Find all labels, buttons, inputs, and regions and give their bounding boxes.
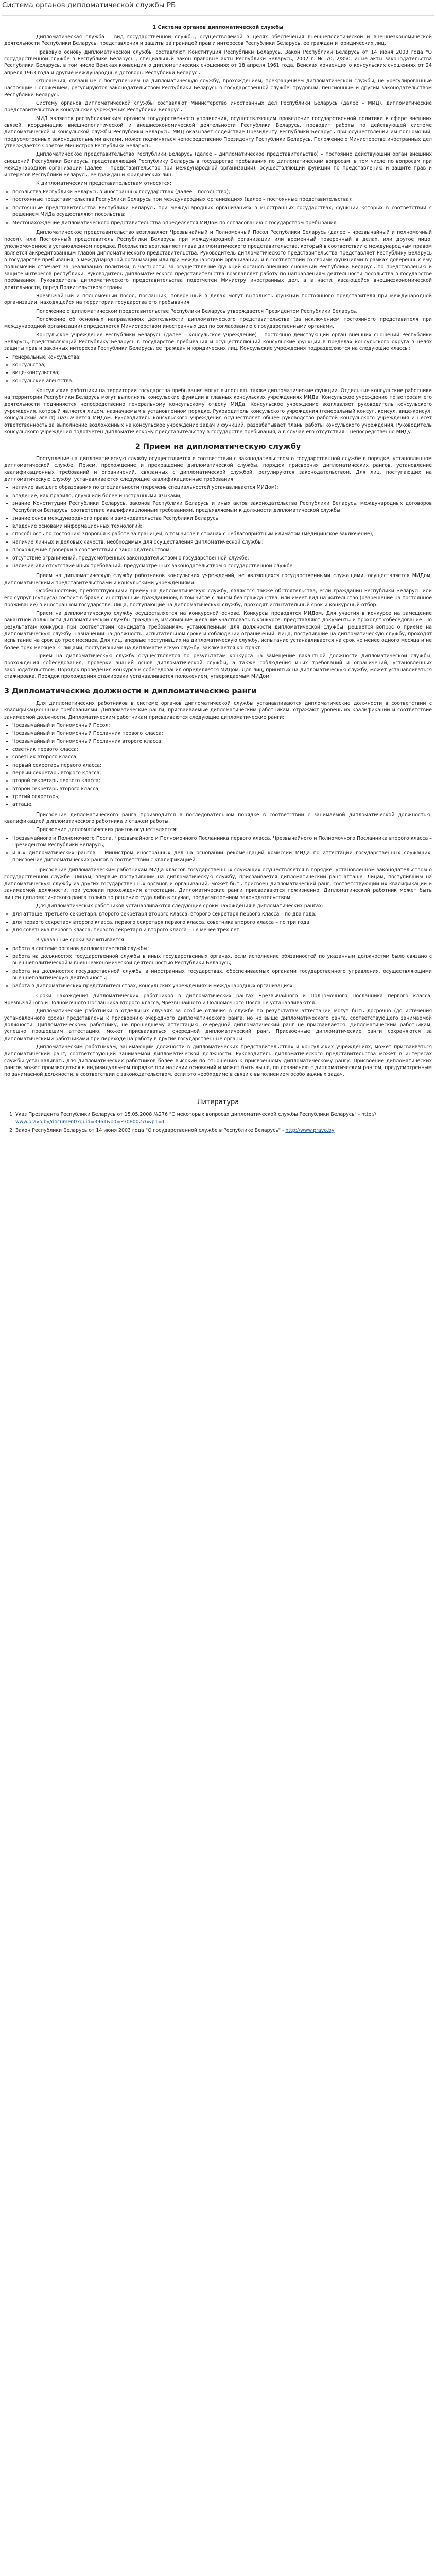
list-rank-assignment xyxy=(4,835,432,863)
paragraph: Поступление на дипломатическую службу осуществляется в соответствии с законодательством о государственной службе в порядке, установленном дипломатической службе. Прием, прохождение и прекращение дипломатической службы, порядок присвоения дипломатических рангов, установление квалификационных требований и ограничений, связанных с дипломатической службой, регулируются законодательством. Для лиц, поступающих на дипломатическую службу, устанавливаются следующие квалификационные требования: xyxy=(4,456,432,483)
list-item: • наличие или отсутствие иных требований, предусмотренных законодательством о государственной службе. xyxy=(12,563,432,569)
list-item: • второй секретарь первого класса; xyxy=(12,777,432,784)
reference-link[interactable]: www.pravo.by/document/?guid=3961&p0=P30800276&p1=1 xyxy=(15,1118,165,1125)
paragraph: Прием на дипломатическую службу осуществляется по результатам конкурса на замещение вакантной должности дипломатической службы, прохождения собеседования, проверки знаний основ дипломатической службы, а также соблюдения иных требований и ограничений, установленных законодательством. Порядок проведения конкурса и собеседования определяется МИДом. Для лиц, принятых на дипломатическую службу, может устанавливаться стажировка. Порядок прохождения стажировки устанавливается положением, утверждаемым МИДом. xyxy=(4,653,432,680)
paragraph: Консульские работники на территории государства пребывания могут выполнять также дипломатические функции. Отдельные консульские работники на территории Республики Беларусь могут выполнять консульские функции в главных консульских учреждениях МИДа. Консульское учреждение по вопросам его деятельности подчиняется непосредственно генеральному консульскому отделу МИДа. Консульское учреждение возглавляет руководитель консульского учреждения, который является лицом, назначаемым в установленном порядке. Руководитель консульского учреждения (генеральный консул, консул, вице-консул, консульский агент) назначается МИДом. Руководитель консульского учреждения осуществляет общее руководство работой консульского учреждения и несет ответственность за выполнение возложенных на консульское учреждение задач и функций, разрабатывает планы работы консульского учреждения. Руководитель консульского учреждения подотчетен дипломатическому представительству в государстве пребывания, а в случае его отсутствия – непосредственно МИДу. xyxy=(4,388,432,435)
list-item: • для атташе, третьего секретаря, второго секретаря второго класса, второго секретаря первого класса – по два года; xyxy=(12,911,432,918)
list-item: • знание основ международного права и законодательства Республики Беларусь; xyxy=(12,515,432,522)
paragraph: Для дипломатических работников в системе органов дипломатической службы устанавливаются дипломатические должности в соответствии с квалификационными требованиями. Дипломатические ранги, присваиваемые дипломатическим работникам, отражают уровень их квалификации и соответствие занимаемой должности. Дипломатическим работникам присваиваются следующие дипломатические ранги: xyxy=(4,700,432,720)
list-item: • советник первого класса; xyxy=(12,746,432,753)
list-item: • для советника первого класса, первого секретаря и второго класса – не менее трех лет. xyxy=(12,927,432,934)
list-ranks xyxy=(4,722,432,808)
section-1-heading: 1 Система органов дипломатической службы xyxy=(152,25,284,31)
list-item: • работа на должностях государственной службы в иностранных государствах, обеспечиваемых органами государственного управления, осуществляющими внешнеполитическую деятельность; xyxy=(12,968,432,982)
paragraph: Присвоение дипломатическим работникам МИДа классов государственных служащих осуществляется в порядке, установленном законодательством о государственной службе. Лицам, впервые поступившим на дипломатическую службу, присваивается дипломатический ранг атташе. Лицам, поступившим на дипломатическую службу из других государственных органов и организаций, может быть присвоен дипломатический ранг, соответствующий их квалификации и занимаемой должности, при условии прохождения аттестации. Дипломатические ранги присваиваются пожизненно. Дипломатический работник может быть лишен дипломатического ранга только по решению суда либо в случае, предусмотренном законодательством. xyxy=(4,867,432,901)
list-item: • Чрезвычайный и Полномочный Посланник первого класса; xyxy=(12,730,432,737)
paragraph: Консульское учреждение Республики Беларусь (далее – консульское учреждение) – постоянно действующий орган внешних сношений Республики Беларусь, представляющий Республику Беларусь в государстве пребывания и осуществляющий консульские функции в пределах консульского округа в целях защиты прав и законных интересов Республики Беларусь, ее граждан и юридических лиц. Консульские учреждения подразделяются на следующие классы: xyxy=(4,332,432,352)
paragraph: Дипломатические работники в отдельных случаях за особые отличия в службе по результатам аттестации могут быть досрочно (до истечения установленного срока) представлены к присвоению очередного дипломатического ранга, но не выше дипломатического ранга, соответствующего занимаемой должности. Дипломатическому работнику, не прошедшему аттестацию, очередной дипломатический ранг не присваивается. Дипломатическим работникам, успешно прошедшим аттестацию, может присваиваться очередной дипломатический ранг. Присвоенные дипломатические ранги сохраняются за дипломатическими работниками при переходе на работу в другие государственные органы. xyxy=(4,1008,432,1042)
paragraph: Чрезвычайный и полномочный посол, посланник, поверенный в делах могут выполнять функции постоянного представителя при международной организации, находящейся на территории государства его пребывания. xyxy=(4,293,432,306)
list-representations xyxy=(4,189,432,226)
paragraph: Прием на дипломатическую службу работников консульских учреждений, не являющихся государственными служащими, осуществляется МИДом, дипломатическими представительствами и консульскими учреждениями. xyxy=(4,573,432,586)
list-item: • посольства Республики Беларусь в иностранных государствах (далее – посольство); xyxy=(12,189,432,195)
list-item: • первый секретарь первого класса; xyxy=(12,762,432,769)
paragraph: Присвоение дипломатического ранга производится в последовательном порядке в соответствии с занимаемой дипломатической должностью, квалификацией дипломатического работника и стажем работы. xyxy=(4,811,432,825)
list-item: • советник второго класса; xyxy=(12,754,432,760)
list-item: • владение, как правило, двумя или более иностранными языками; xyxy=(12,493,432,499)
paragraph: Положение о дипломатическом представительстве Республики Беларусь утверждается Президентом Республики Беларусь. xyxy=(36,308,358,314)
list-item: • Местонахождение дипломатического представительства определяется МИДом по согласованию с государством пребывания. xyxy=(12,219,432,226)
paragraph: Присвоение дипломатических рангов осуществляется: xyxy=(36,827,178,833)
paragraph: Для дипломатических работников устанавливаются следующие сроки нахождения в дипломатических рангах: xyxy=(36,903,324,909)
list-item: • владение основами информационных технологий; xyxy=(12,523,432,530)
page xyxy=(0,0,436,1157)
list-item: • знание Конституции Республики Беларусь, законов Республики Беларусь и иных актов законодательства Республики Беларусь, международных договоров Республики Беларусь, соответствие квалификационным требованиям, предъявляемым к должности дипломатической службы; xyxy=(12,500,432,514)
list-consular-classes xyxy=(4,354,432,384)
list-item: • работа на должностях государственной службы в иных государственных органах, если исполнение обязанностей по указанным должностям было связано с внешнеполитической и внешнеэкономической деятельностью Республики Беларусь; xyxy=(12,953,432,967)
paragraph: Дипломатическая служба – вид государственной службы, осуществляемой в целях обеспечения внешнеполитической и внешнеэкономической деятельности Республики Беларусь, представления и защиты за границей прав и интересов Республики Беларусь, ее граждан и юридических лиц. xyxy=(4,33,432,47)
list-item: • атташе. xyxy=(12,801,432,808)
paragraph: Сроки нахождения дипломатических работников в дипломатических рангах Чрезвычайного и Полномочного Посланника первого класса, Чрезвычайного и Полномочного Посланника второго класса, Чрезвычайного и Полномочного Посла не устанавливаются. xyxy=(4,993,432,1006)
paragraph: Положение об основных направлениях деятельности дипломатического представительства (за исключением постоянного представителя при международной организации) определяется Министерством иностранных дел по согласованию с государственными органами. xyxy=(4,316,432,330)
reference-text: Закон Республики Беларусь от 14 июня 2003 года "О государственной службе в Республике Беларусь" - xyxy=(15,1127,286,1133)
paragraph: Дипломатическое представительство возглавляет Чрезвычайный и Полномочный Посол Республики Беларусь (далее – чрезвычайный и полномочный посол), или Постоянный представитель Республики Беларусь при международной организации или временный поверенный в делах, или другое лицо, уполномоченное в установленном порядке. Посольство возглавляет глава дипломатического представительства, который в соответствии с международным правом является аккредитованным главой дипломатического представительства. Руководитель дипломатического представительства представляет Республику Беларусь в государстве пребывания, в международной организации или при международной организации, и в соответствии со своими функциями в рамках доверенных ему полномочий отвечает за реализацию политики, в частности, за осуществление функций органов внешних сношений Республики Беларусь по представлению и защите интересов республики. Руководитель дипломатического представительства возглавляет работу по направлениям деятельности посольства в государстве пребывания. Руководитель дипломатического представительства подотчетен Министру иностранных дел, а в части, касающейся внешнеэкономической деятельности, перед Правительством страны. xyxy=(4,229,432,291)
paragraph: Дипломатическим работникам, занимающим должности в дипломатических представительствах и консульских учреждениях, может присваиваться дипломатический ранг, соответствующий занимаемой дипломатической должности. Руководитель дипломатического представительства может в интересах службы устанавливать для дипломатических работников более высокий по отношению к присвоенному дипломатическому рангу. Присвоение дипломатических рангов может производиться в индивидуальном порядке при наличии оснований и может быть выше, по сравнению с дипломатическим рангом, предусмотренным по занимаемой должности, в соответствии с законодательством, если это необходимо в связи с выполнением особо важных задач. xyxy=(4,1044,432,1078)
list-item: • Чрезвычайного и Полномочного Посла, Чрезвычайного и Полномочного Посланника первого класса, Чрезвычайного и Полномочного Посланника второго класса – Президентом Республики Беларусь; xyxy=(12,835,432,849)
paragraph: Прием на дипломатическую службу осуществляется на конкурсной основе. Конкурсы проводятся МИДом. Для участия в конкурсе на замещение вакантной должности дипломатической службы граждане, изъявившие желание участвовать в конкурсе, представляют документы и проходят собеседование. По результатам конкурса при соответствии кандидата требованиям, установленным для должности дипломатической службы, решается вопрос о приеме на дипломатическую службу, назначении на должность, испытательном сроке и соблюдении ограничений. Лица, поступившие на дипломатическую службу, проходят испытание на срок до трех месяцев. Для лиц, впервые поступивших на дипломатическую службу, испытание устанавливается на срок не менее одного месяца и не более трех месяцев. С лицами, поступившими на дипломатическую службу, заключается контракт. xyxy=(4,610,432,651)
list-item: • способность по состоянию здоровья к работе за границей, в том числе в странах с неблагоприятным климатом (медицинское заключение); xyxy=(12,531,432,537)
paragraph: К дипломатическим представительствам относятся: xyxy=(36,180,171,187)
reference-text: Указ Президента Республики Беларусь от 15.05.2008 №276 "О некоторых вопросах дипломатической службы Республики Беларусь" - http:// xyxy=(15,1112,376,1118)
paragraph: Правовую основу дипломатической службы составляют Конституция Республики Беларусь, Закон Республики Беларусь от 14 июня 2003 года "О государственной службе в Республике Беларусь", специальный закон правовые акты Республики Беларусь, 2002 г. № 70, 2/850, иные акты законодательства Республики Беларусь, в том числе Венская конвенция о дипломатических сношениях от 18 апреля 1961 года, Венская конвенция о консульских сношениях от 24 апреля 1963 года и другие международные договоры Республики Беларусь. xyxy=(4,49,432,76)
document-body xyxy=(2,16,434,1134)
list-item: • вице-консульства; xyxy=(12,369,432,376)
list-item: • постоянные представительства Республики Беларусь при международных организациях (далее – постоянные представительства); xyxy=(12,196,432,203)
list-item: • консульские агентства. xyxy=(12,378,432,384)
reference-item xyxy=(15,1127,432,1134)
section-3-heading: 3 Дипломатические должности и дипломатические ранги xyxy=(4,687,257,696)
list-item: • Чрезвычайный и Полномочный Посол; xyxy=(12,722,432,729)
list-item: • первый секретарь второго класса; xyxy=(12,770,432,776)
paragraph: МИД является республиканским органом государственного управления, осуществляющим проведение государственной политики в сфере внешних связей, координацию внешнеполитической и внешнеэкономической деятельности Республики Беларусь, проводит работы по действующей системе дипломатической и консульской службы Республики Беларусь. МИД оказывает содействие Президенту Республики Беларусь при осуществлении им полномочий, предусмотренных законодательными актами, может подчиняться непосредственно Президенту Республики Беларусь. Положение о Министерстве иностранных дел утверждается Советом Министров Республики Беларусь. xyxy=(4,115,432,149)
list-item: • третий секретарь; xyxy=(12,793,432,800)
paragraph: Систему органов дипломатической службы составляют Министерство иностранных дел Республики Беларусь (далее – МИД), дипломатические представительства и консульские учреждения Республики Беларусь. xyxy=(4,100,432,113)
list-item: • для первого секретаря второго класса, первого секретаря первого класса, советника второго класса – по три года; xyxy=(12,919,432,926)
list-item: • постоянные представительства Республики Беларусь при международных организациях в иностранных государствах, функции которых в соответствии с решением МИДа осуществляют посольства; xyxy=(12,205,432,218)
reference-link[interactable]: http://www.pravo.by xyxy=(285,1127,335,1133)
list-item: • Чрезвычайный и Полномочный Посланник второго класса; xyxy=(12,738,432,745)
list-item: • второй секретарь второго класса; xyxy=(12,786,432,792)
references-heading: Литература xyxy=(197,1098,239,1106)
paragraph: Отношения, связанные с поступлением на дипломатическую службу, прохождением, прекращением дипломатической службы, не урегулированные настоящим Положением, регулируются законодательством Республики Беларусь о государственной службе, трудовым, пенсионным и другим законодательством Республики Беларусь. xyxy=(4,78,432,98)
list-counted-service xyxy=(4,945,432,990)
list-rank-terms xyxy=(4,911,432,934)
list-item: • отсутствие ограничений, предусмотренных законодательством о государственной службе; xyxy=(12,555,432,562)
reference-item xyxy=(15,1111,432,1125)
list-item: • иных дипломатических рангов – Министром иностранных дел на основании рекомендаций комиссии МИДа по аттестации государственных служащих, присвоение дипломатических рангов в соответствии с квалификацией. xyxy=(12,850,432,863)
section-2-heading: 2 Прием на дипломатическую службу xyxy=(135,443,301,451)
list-item: • работа в системе органов дипломатической службы; xyxy=(12,945,432,952)
list-item: • наличие личных и деловых качеств, необходимых для осуществления дипломатической службы; xyxy=(12,539,432,546)
list-item: • наличие высшего образования по специальности (перечень специальностей устанавливается МИДом); xyxy=(12,484,432,491)
page-title: Система органов дипломатической службы РБ xyxy=(2,0,434,16)
paragraph: Особенностями, препятствующими приему на дипломатическую службу, являются также обстоятельства, если гражданин Республики Беларусь или его супруг (супруга) состоит в браке с иностранным гражданином, в том числе с лицом без гражданства, или имеет вид на жительство (разрешение на постоянное проживание) в иностранном государстве. Лица, поступающие на дипломатическую службу, проходят испытательный срок и конкурсный отбор. xyxy=(4,588,432,608)
list-item: • консульства; xyxy=(12,362,432,368)
references-list xyxy=(4,1111,432,1134)
paragraph: В указанные сроки засчитывается: xyxy=(36,937,126,943)
list-item: • генеральные консульства; xyxy=(12,354,432,361)
paragraph: Дипломатическое представительство Республики Беларусь (далее – дипломатическое представительство) – постоянно действующий орган внешних сношений Республики Беларусь, представляющий Республику Беларусь в государстве пребывания по дипломатическим вопросам, в том числе по вопросам при международной организации (далее – представительство при международной организации), осуществляющий функции по представлению и защите прав и интересов Республики Беларусь, ее граждан и юридических лиц. xyxy=(4,151,432,178)
list-item: • прохождение проверки в соответствии с законодательством; xyxy=(12,547,432,553)
list-item: • работа в дипломатических представительствах, консульских учреждениях и международных организациях. xyxy=(12,982,432,989)
list-requirements xyxy=(4,484,432,569)
